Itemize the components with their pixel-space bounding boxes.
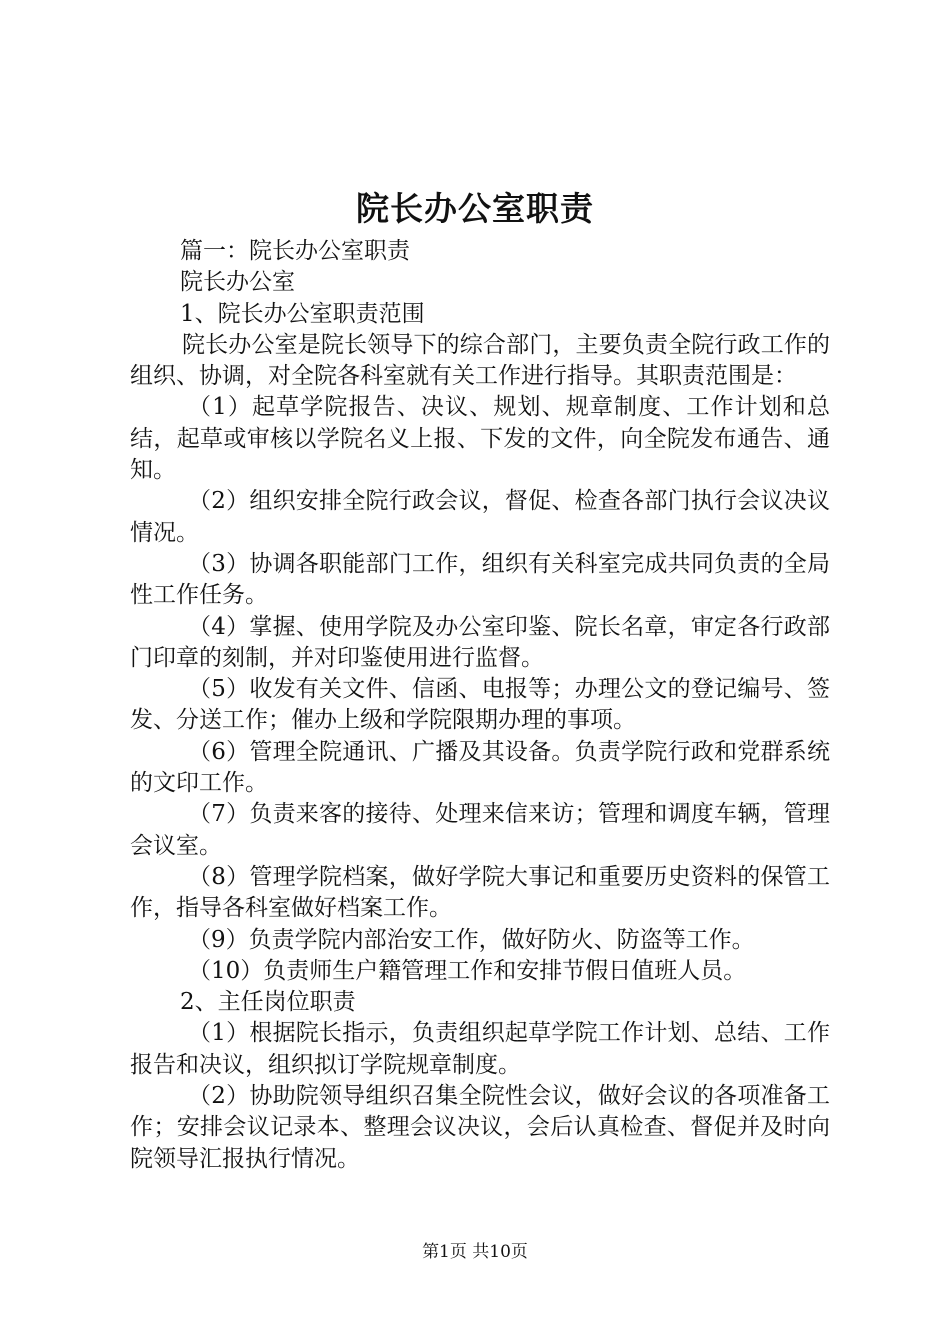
page-footer: 第1页 共10页: [422, 1242, 528, 1262]
document-title: 院长办公室职责: [356, 189, 594, 228]
section-heading-director: 2、主任岗位职责: [180, 989, 356, 1016]
list-item: （2）协助院领导组织召集全院性会议，做好会议的各项准备工作；安排会议记录本、整理会议决议，会后认真检查、督促并及时向院领导汇报执行情况。: [130, 1083, 830, 1172]
list-item: （10）负责师生户籍管理工作和安排节假日值班人员。: [188, 957, 747, 984]
section-intro-paragraph: 院长办公室是院长领导下的综合部门，主要负责全院行政工作的组织、协调，对全院各科室就有关工作进行指导。其职责范围是：: [130, 331, 830, 390]
list-item: （5）收发有关文件、信函、电报等；办理公文的登记编号、签发、分送工作；催办上级和学院限期办理的事项。: [130, 676, 830, 734]
list-item: （8）管理学院档案，做好学院大事记和重要历史资料的保管工作，指导各科室做好档案工作。: [130, 863, 830, 922]
list-item: （4）掌握、使用学院及办公室印鉴、院长名章，审定各行政部门印章的刻制，并对印鉴使用进行监督。: [130, 613, 830, 671]
list-item: （2）组织安排全院行政会议，督促、检查各部门执行会议决议情况。: [130, 488, 830, 546]
list-item: （9）负责学院内部治安工作，做好防火、防盗等工作。: [188, 926, 755, 953]
list-item: （6）管理全院通讯、广播及其设备。负责学院行政和党群系统的文印工作。: [130, 738, 830, 797]
list-item: （7）负责来客的接待、处理来信来访；管理和调度车辆，管理会议室。: [130, 801, 830, 859]
document-body: [130, 236, 830, 1175]
list-item: （1）起草学院报告、决议、规划、规章制度、工作计划和总结，起草或审核以学院名义上报、下发的文件，向全院发布通告、通知。: [130, 394, 830, 484]
subtitle-article: 篇一：院长办公室职责: [180, 238, 410, 264]
subtitle-office: 院长办公室: [180, 269, 295, 296]
list-item: （1）根据院长指示，负责组织起草学院工作计划、总结、工作报告和决议，组织拟订学院规章制度。: [130, 1020, 830, 1078]
list-item: （3）协调各职能部门工作，组织有关科室完成共同负责的全局性工作任务。: [130, 550, 830, 609]
section-heading-scope: 1、院长办公室职责范围: [180, 300, 425, 327]
